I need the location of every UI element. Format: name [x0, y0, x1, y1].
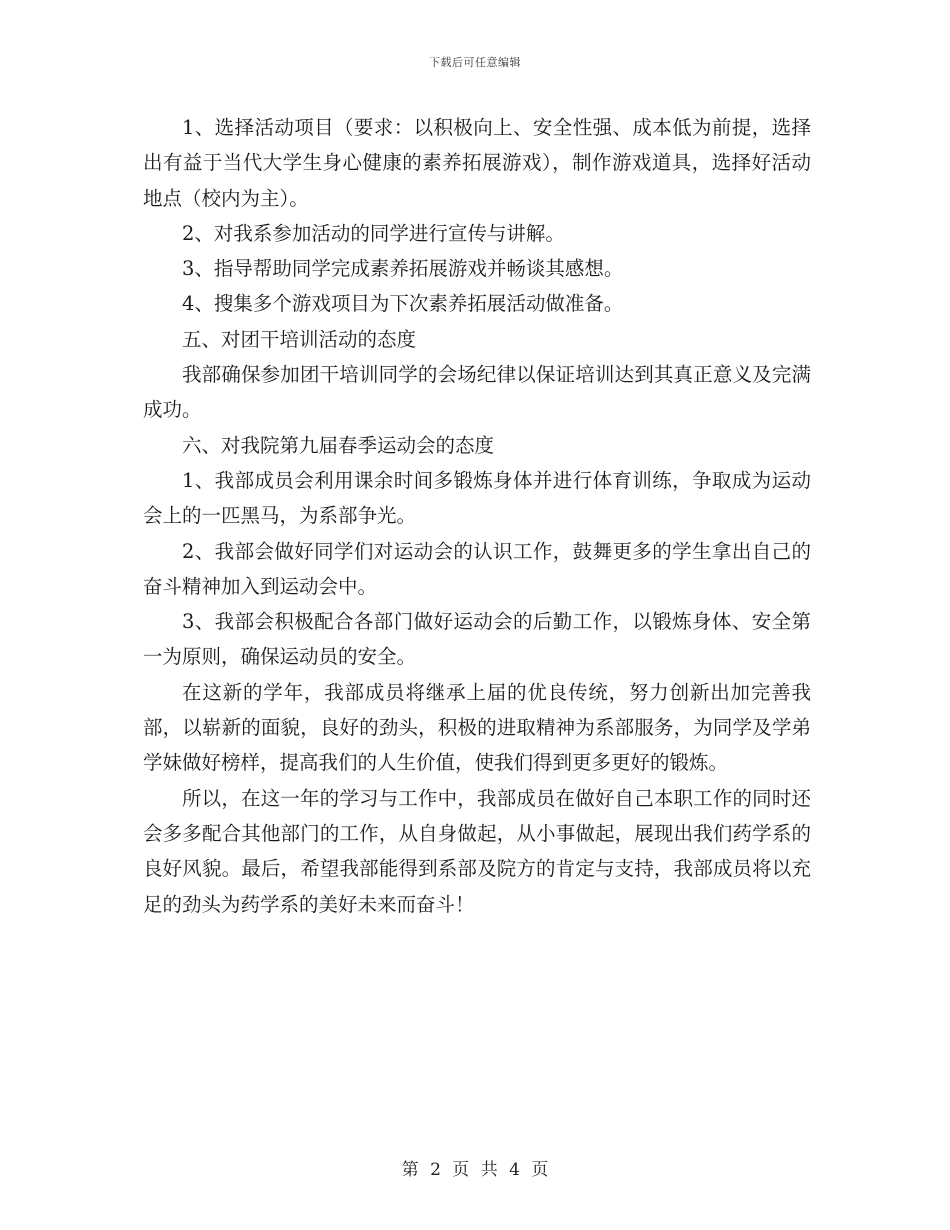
paragraph-9: 2、我部会做好同学们对运动会的认识工作，鼓舞更多的学生拿出自己的奋斗精神加入到运动会中。 — [143, 539, 811, 598]
paragraph-2: 2、对我系参加活动的同学进行宣传与讲解。 — [182, 221, 565, 245]
paragraph-12: 所以，在这一年的学习与工作中，我部成员在做好自己本职工作的同时还会多多配合其他部门的工作，从自身做起，从小事做起，展现出我们药学系的良好风貌。最后，希望我部能得到系部及院方的肯定与支持，我部成员将以充足的劲头为药学系的美好未来而奋斗！ — [143, 786, 811, 916]
document-body — [143, 110, 811, 922]
paragraph-6: 我部确保参加团干培训同学的会场纪律以保证培训达到其真正意义及完满成功。 — [143, 363, 811, 422]
section-heading-6: 六、对我院第九届春季运动会的态度 — [182, 433, 495, 457]
page-footer: 第 2 页 共 4 页 — [401, 1160, 549, 1180]
paragraph-11: 在这新的学年，我部成员将继承上届的优良传统，努力创新出加完善我部，以崭新的面貌，良好的劲头，积极的进取精神为系部服务，为同学及学弟学妹做好榜样，提高我们的人生价值，使我们得到更多更好的锻炼。 — [143, 680, 811, 775]
section-heading-5: 五、对团干培训活动的态度 — [182, 327, 417, 351]
paragraph-10: 3、我部会积极配合各部门做好运动会的后勤工作，以锻炼身体、安全第一为原则，确保运动员的安全。 — [143, 610, 811, 669]
paragraph-1: 1、选择活动项目（要求：以积极向上、安全性强、成本低为前提，选择出有益于当代大学生身心健康的素养拓展游戏），制作游戏道具，选择好活动地点（校内为主）。 — [143, 116, 811, 210]
paragraph-4: 4、搜集多个游戏项目为下次素养拓展活动做准备。 — [182, 292, 624, 316]
page-header: 下载后可任意编辑 — [429, 56, 521, 69]
paragraph-8: 1、我部成员会利用课余时间多锻炼身体并进行体育训练，争取成为运动会上的一匹黑马，为系部争光。 — [143, 468, 811, 528]
paragraph-3: 3、指导帮助同学完成素养拓展游戏并畅谈其感想。 — [182, 257, 624, 281]
